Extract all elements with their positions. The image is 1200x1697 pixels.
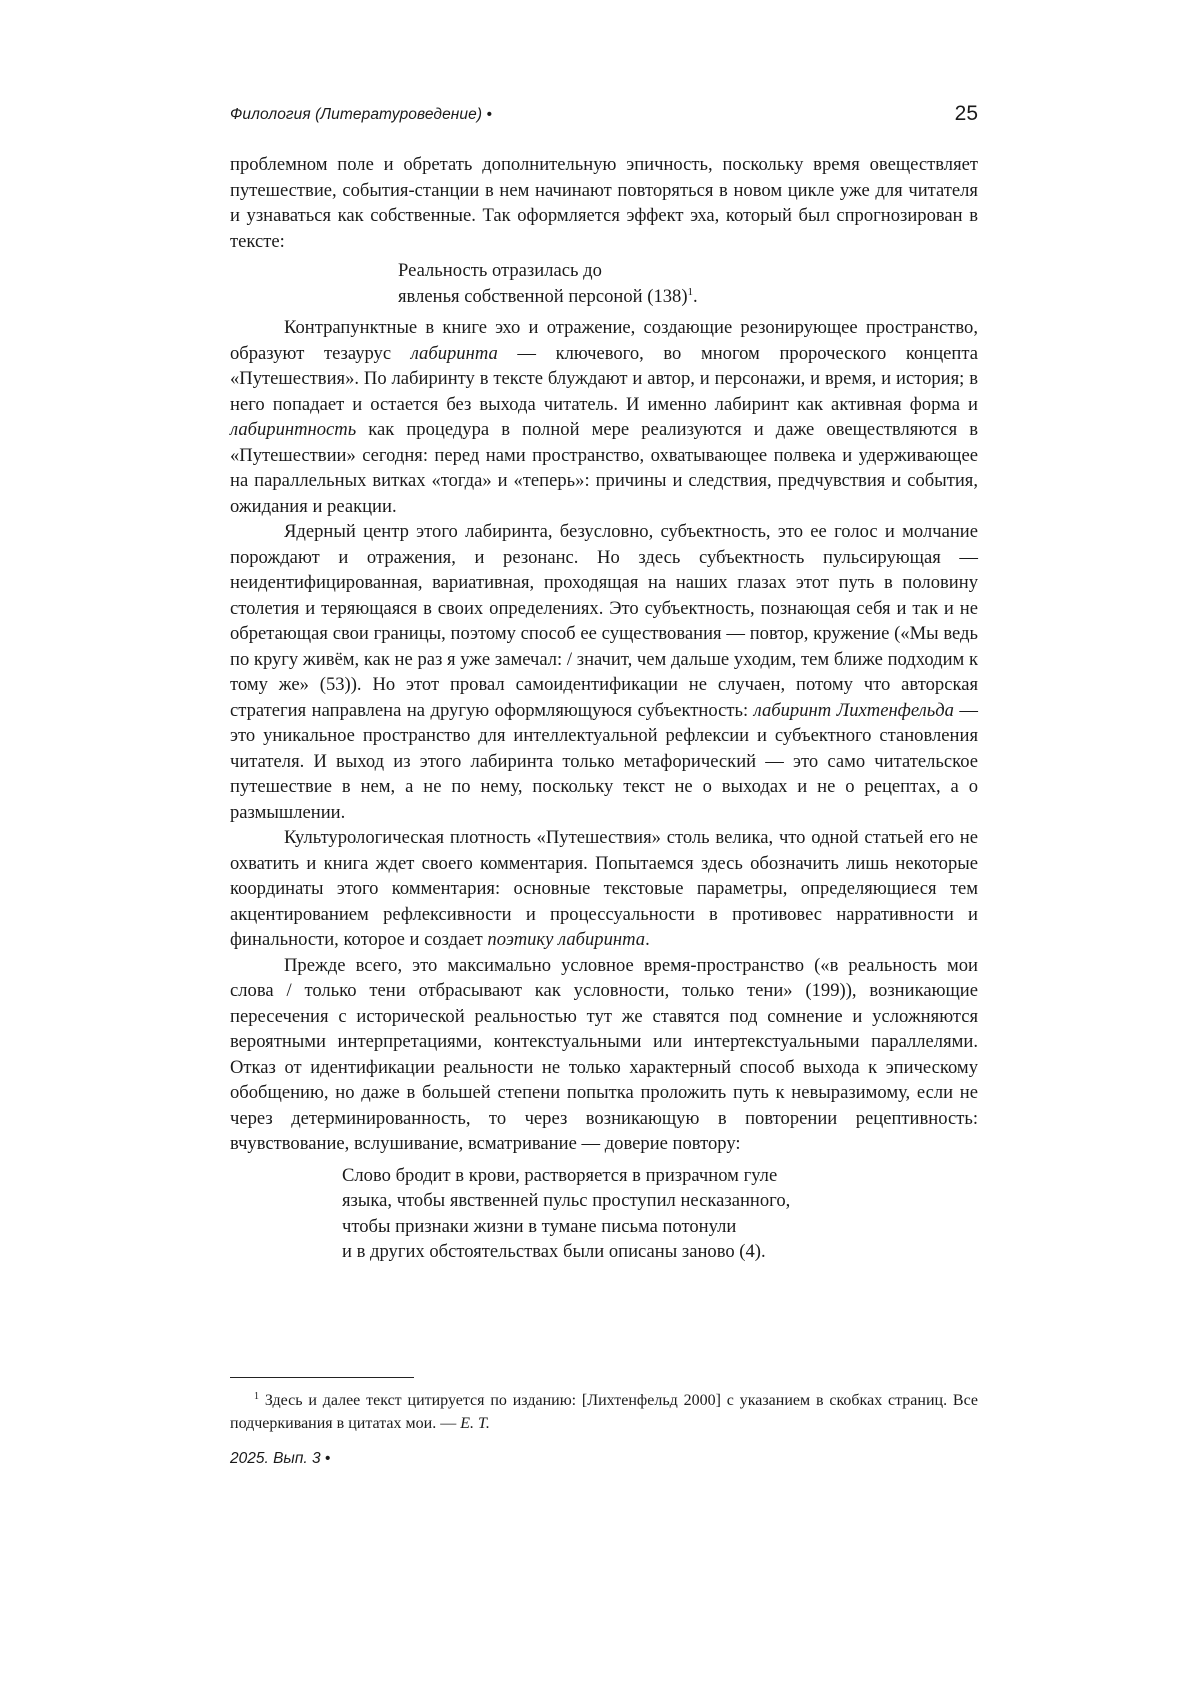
paragraph-3 [230, 519, 978, 825]
footnote-reference[interactable]: 1 [687, 285, 694, 298]
footnote-divider [230, 1377, 414, 1378]
text-run: Ядерный центр этого лабиринта, безусловно, субъектность, это ее голос и молчание порождают и отражения, и резонанс. Но здесь субъектность пульсирующая — неидентифицированная, вариативная, проходящая на наших глазах этот путь в половину столетия и теряющаяся в своих определениях. Это субъектность, познающая себя и так и не обретающая свои границы, поэтому способ ее существования — повтор, кружение («Мы ведь по кругу живём, как не раз я уже замечал: / значит, чем дальше уходим, тем ближе подходим к тому же» (53)). Но этот провал самоидентификации не случаен, потому что авторская стратегия направлена на другую оформляющуюся субъектность: [230, 521, 978, 721]
italic-term: лабиринт Лихтенфельда [753, 699, 954, 721]
paragraph-2 [230, 315, 978, 519]
verse-line: Реальность отразилась до [398, 260, 602, 281]
footnote-marker: 1 [254, 1391, 259, 1402]
text-run: как процедура в полной мере реализуются и даже овеществляются в «Путешествии» сегодня: перед нами пространство, охватывающее полвека и удерживающее на параллельных витках «тогда» и «теперь»: причины и следствия, предчувствия и события, ожидания и реакции. [230, 419, 978, 517]
verse-line [398, 284, 978, 310]
verse-quote-2 [230, 1163, 978, 1265]
italic-term: поэтику лабиринта [487, 929, 646, 950]
footnote [230, 1389, 978, 1435]
footnote-text: Здесь и далее текст цитируется по изданию: [Лихтенфельд 2000] с указанием в скобках страниц. Все подчеркивания в цитатах мои. — [230, 1392, 978, 1432]
italic-term: лабиринта [410, 342, 498, 364]
italic-term: лабиринтность [230, 419, 357, 440]
verse-line: Слово бродит в крови, растворяется в призрачном гуле [342, 1164, 778, 1186]
text-run: . [645, 929, 650, 950]
verse-line-end: . [693, 285, 698, 307]
verse-line-text: явленья собственной персоной (138) [398, 285, 688, 307]
paragraph-5: Прежде всего, это максимально условное время-пространство («в реальность мои слова / только тени отбрасывают как условности, только тени» (199)), возникающие пересечения с исторической реальностью тут же ставятся под сомнение и усложняются вероятными интерпретациями, контекстуальными или интертекстуальными параллелями. Отказ от идентификации реальности не только характерный способ выхода к эпическому обобщению, но даже в большей степени попытка проложить путь к невыразимому, если не через детерминированность, то через возникающую в повторении рецептивность: вчувствование, вслушивание, всматривание — доверие повтору: [230, 954, 978, 1154]
paragraph-4 [230, 825, 978, 953]
running-head [230, 102, 978, 132]
text-run: — это уникальное пространство для интеллектуальной рефлексии и субъектного становления читателя. И выход из этого лабиринта только метафорический — это само читательское путешествие в нем, а не по нему, поскольку текст не о выходах и не о рецептах, а о размышлении. [230, 699, 979, 823]
journal-section-title: Филология (Литературоведение) • [230, 106, 493, 123]
article-body [230, 152, 978, 1271]
running-foot-issue: 2025. Вып. 3 • [230, 1450, 331, 1467]
page-number: 25 [954, 102, 978, 125]
text-run: Контрапунктные в книге эхо и отражение, создающие резонирующее пространство, образуют тезаурус [230, 317, 978, 364]
verse-line: и в других обстоятельствах были описаны заново (4). [342, 1241, 766, 1262]
author-initials: Е. Т. [460, 1415, 490, 1432]
text-run: — ключевого, во многом пророческого концепта «Путешествия». По лабиринту в тексте блуждают и автор, и персонажи, и время, и история; в него попадает и остается без выхода читатель. И именно лабиринт как активная форма и [230, 342, 978, 415]
paragraph-1: проблемном поле и обретать дополнительную эпичность, поскольку время овеществляет путешествие, события-станции в нем начинают повторяться в новом цикле уже для читателя и узнаваться как собственные. Так оформляется эффект эха, который был спрогнозирован в тексте: [230, 154, 978, 252]
text-run: Культурологическая плотность «Путешествия» столь велика, что одной статьей его не охватить и книга ждет своего комментария. Попытаемся здесь обозначить лишь некоторые координаты этого комментария: основные текстовые параметры, определяющиеся тем акцентированием рефлексивности и процессуальности в противовес нарративности и финальности, которое и создает [230, 827, 978, 950]
verse-line: языка, чтобы явственней пульс проступил несказанного, [342, 1190, 791, 1211]
verse-quote-1 [230, 258, 978, 309]
verse-line: чтобы признаки жизни в тумане письма потонули [342, 1215, 737, 1237]
